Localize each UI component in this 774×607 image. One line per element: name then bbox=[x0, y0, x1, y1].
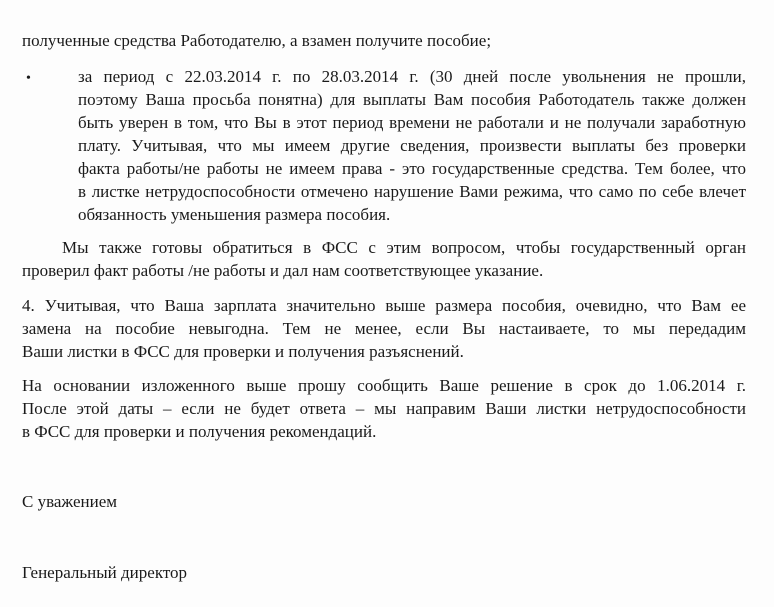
point4-line-2: замена на пособие невыгодна. Тем не менее, если Вы настаиваете, то мы передадим bbox=[22, 319, 746, 338]
fss-line-1: Мы также готовы обратиться в ФСС с этим вопросом, чтобы государственный орган bbox=[62, 238, 746, 257]
point3-line-6: в листке нетрудоспособности отмечено нарушение Вами режима, что само по себе влечет bbox=[78, 182, 746, 201]
conclusion-line-3: в ФСС для проверки и получения рекомендаций. bbox=[22, 422, 377, 441]
conclusion-line-2: После этой даты – если не будет ответа – мы направим Ваши листки нетрудоспособности bbox=[22, 399, 746, 418]
point3-line-5: факта работы/не работы не имеем права - это государственные средства. Тем более, что bbox=[78, 159, 746, 178]
point3-line-1: за период с 22.03.2014 г. по 28.03.2014 г. (30 дней после увольнения не прошли, bbox=[78, 67, 746, 86]
point3-line-7: обязанность уменьшения размера пособия. bbox=[78, 205, 391, 224]
conclusion-line-1: На основании изложенного выше прошу сообщить Ваше решение в срок до 1.06.2014 г. bbox=[22, 376, 746, 395]
point3-line-2: поэтому Ваша просьба понятна) для выплаты Вам пособия Работодатель также должен bbox=[78, 90, 746, 109]
point4-line-3: Ваши листки в ФСС для проверки и получения разъяснений. bbox=[22, 342, 464, 361]
bullet-marker: • bbox=[26, 71, 31, 86]
point4-line-1: 4. Учитывая, что Ваша зарплата значительно выше размера пособия, очевидно, что Вам ее bbox=[22, 296, 746, 315]
closing-phrase: С уважением bbox=[22, 492, 118, 511]
intro-line: полученные средства Работодателю, а взамен получите пособие; bbox=[22, 31, 492, 50]
signature-title: Генеральный директор bbox=[22, 563, 188, 582]
fss-line-2: проверил факт работы /не работы и дал нам соответствующее указание. bbox=[22, 261, 544, 280]
point3-line-3: быть уверен в том, что Вы в этот период времени не работали и не получали заработную bbox=[78, 113, 746, 132]
point3-line-4: плату. Учитывая, что мы имеем другие сведения, произвести выплаты без проверки bbox=[78, 136, 746, 155]
